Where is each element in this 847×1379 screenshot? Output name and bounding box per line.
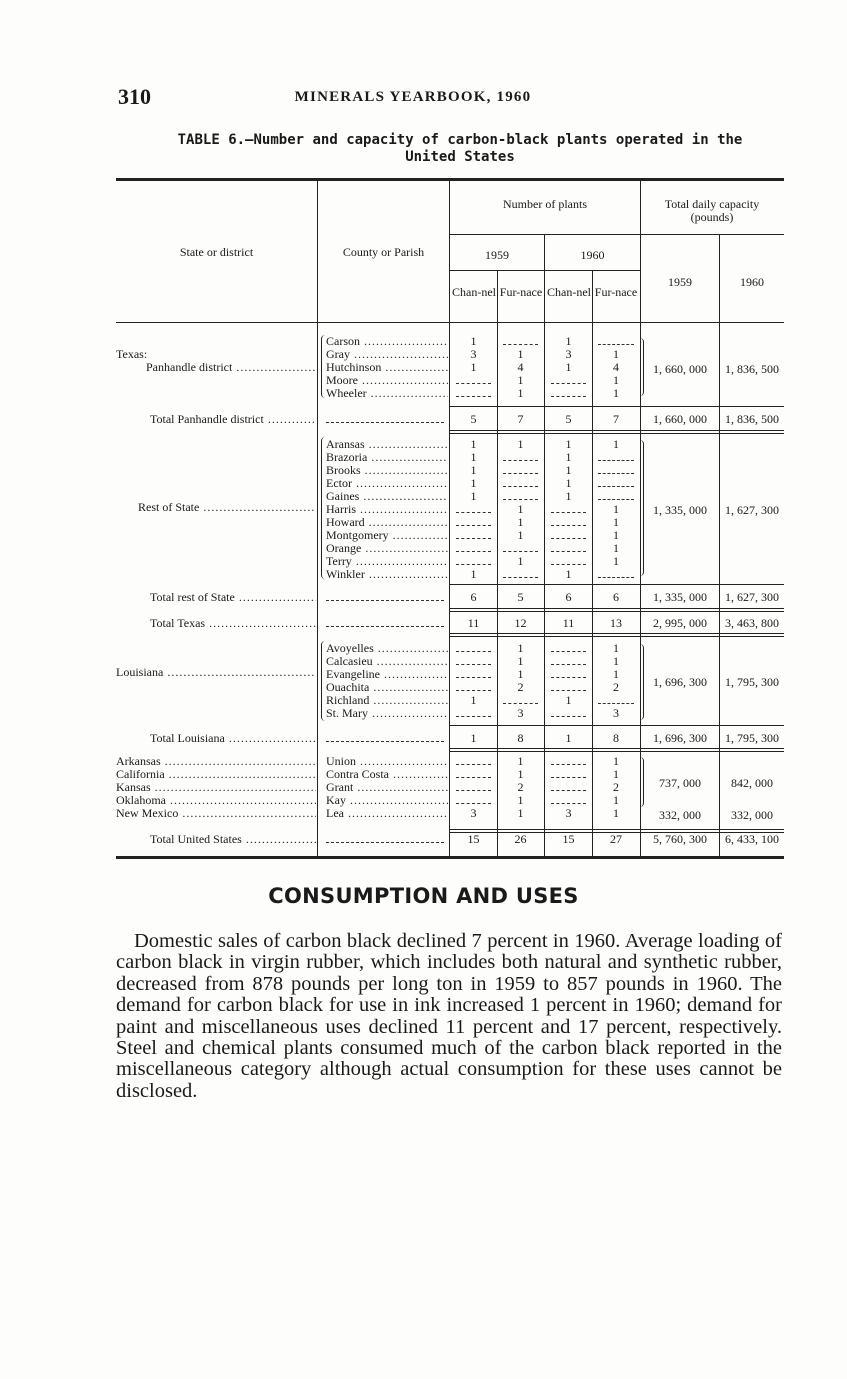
texas-label: Texas: [116, 347, 148, 361]
empty-cell-dash [503, 460, 538, 461]
total-texas-county-blank [326, 626, 444, 627]
empty-cell-dash [551, 551, 586, 552]
empty-cell-dash [503, 551, 538, 552]
plant-count: 3 [470, 806, 477, 820]
state-name: New Mexico ..... [116, 807, 316, 820]
county-name: Howard ..... [326, 516, 448, 529]
total-rest-of-state-county-blank [326, 600, 444, 601]
plant-count: 1 [517, 386, 524, 400]
header-capacity-1960: 1960 [740, 275, 764, 289]
divider [450, 611, 784, 612]
empty-cell-dash [456, 551, 491, 552]
empty-cell-dash [456, 525, 491, 526]
total-united-states-value: 6, 433, 100 [725, 832, 779, 846]
total-panhandle-label: Total Panhandle district ..... [150, 413, 316, 426]
louisiana-label: Louisiana ..... [116, 666, 316, 679]
total-texas-label: Total Texas ..... [150, 617, 316, 630]
total-texas-value: 11 [467, 616, 480, 630]
empty-cell-dash [456, 716, 491, 717]
plant-count: 1 [565, 334, 572, 348]
plant-count: 1 [565, 450, 572, 464]
empty-cell-dash [598, 473, 634, 474]
col-rule-1959 [544, 234, 545, 856]
louisiana-capacity-1959: 1, 696, 300 [653, 675, 707, 689]
county-name: Richland ..... [326, 694, 448, 707]
empty-cell-dash [551, 651, 586, 652]
header-bottom-rule [116, 322, 784, 323]
empty-cell-dash [551, 525, 586, 526]
body-paragraph: Domestic sales of carbon black declined 7 percent in 1960. Average loading of carbon black in virgin rubber, which includes both natural and synthetic rubber, decreased from 878 pounds per long ton in 1959 to 857 pounds in 1960. The demand for carbon black for use in ink increased 1 percent in 1960; demand for paint and miscellaneous uses declined 11 percent and 17 percent, respectively. Steel and chemical plants consumed much of the carbon black reported in the miscellaneous category although actual consumption for these uses cannot be disclosed. [116, 930, 782, 1102]
plant-count: 3 [565, 347, 572, 361]
plant-count: 1 [470, 463, 477, 477]
plant-count: 1 [613, 502, 619, 516]
empty-cell-dash [551, 677, 586, 678]
header-furnace-1960: Fur-nace [594, 285, 638, 299]
total-rest-of-state-value: 1, 335, 000 [653, 590, 707, 604]
total-panhandle-value: 7 [517, 412, 524, 426]
plant-count: 1 [565, 437, 572, 451]
plant-count: 1 [517, 767, 524, 781]
empty-cell-dash [598, 703, 634, 704]
empty-cell-dash [551, 716, 586, 717]
running-title: MINERALS YEARBOOK, 1960 [294, 89, 532, 105]
total-louisiana-value: 8 [517, 731, 524, 745]
plant-count: 1 [565, 489, 572, 503]
empty-cell-dash [456, 690, 491, 691]
empty-cell-dash [503, 344, 538, 345]
total-texas-value: 3, 463, 800 [725, 616, 779, 630]
plant-count: 1 [613, 386, 619, 400]
empty-cell-dash [503, 473, 538, 474]
header-plants-1960: 1960 [580, 248, 605, 262]
total-united-states-value: 15 [467, 832, 480, 846]
county-name: Kay ..... [326, 794, 448, 807]
total-louisiana-value: 8 [613, 731, 619, 745]
empty-cell-dash [598, 460, 634, 461]
county-name: Grant ..... [326, 781, 448, 794]
total-texas-value: 13 [610, 616, 622, 630]
rest-capacity-1959: 1, 335, 000 [653, 503, 707, 517]
county-name: Montgomery ..... [326, 529, 448, 542]
state-name: California ..... [116, 768, 316, 781]
total-louisiana-value: 1, 795, 300 [725, 731, 779, 745]
plant-count: 1 [470, 693, 477, 707]
plant-count: 1 [613, 641, 619, 655]
plant-count: 1 [517, 667, 524, 681]
page-header [118, 84, 778, 112]
table-caption: TABLE 6.—Number and capacity of carbon-black plants operated in the United States [177, 132, 743, 165]
county-name: Harris ..... [326, 503, 448, 516]
empty-cell-dash [503, 499, 538, 500]
total-texas-value: 12 [514, 616, 527, 630]
others-capacity-1960: 842, 000 [731, 776, 773, 790]
plant-count: 1 [613, 667, 619, 681]
plant-count: 1 [565, 463, 572, 477]
header-total-daily-capacity: Total daily capacity (pounds) [664, 197, 760, 224]
others-capacity-1959: 737, 000 [659, 776, 701, 790]
empty-cell-dash [551, 564, 586, 565]
divider [450, 608, 784, 609]
county-name: Avoyelles ..... [326, 642, 448, 655]
plant-count: 3 [613, 706, 619, 720]
state-name: Oklahoma ..... [116, 794, 316, 807]
col-rule-county [449, 181, 450, 856]
panhandle-capacity-1959: 1, 660, 000 [653, 362, 707, 376]
plant-count: 1 [565, 693, 572, 707]
county-name: Ector ..... [326, 477, 448, 490]
section-heading: CONSUMPTION AND USES [268, 884, 579, 908]
panhandle-capacity-1960: 1, 836, 500 [725, 362, 779, 376]
table-bottom-rule [116, 856, 784, 859]
plant-count: 1 [613, 528, 619, 542]
total-louisiana-value: 1, 696, 300 [653, 731, 707, 745]
plant-count: 1 [613, 754, 619, 768]
plant-count: 3 [470, 347, 477, 361]
header-furnace-1959: Fur-nace [499, 285, 543, 299]
plant-count: 1 [470, 334, 477, 348]
empty-cell-dash [456, 512, 491, 513]
total-rest-of-state-value: 1, 627, 300 [725, 590, 779, 604]
plant-count: 1 [613, 437, 619, 451]
plant-count: 1 [517, 654, 524, 668]
plant-count: 4 [613, 360, 619, 374]
state-name: Arkansas ..... [116, 755, 316, 768]
county-name: Aransas ..... [326, 438, 448, 451]
total-texas-value: 11 [562, 616, 575, 630]
plant-count: 1 [613, 793, 619, 807]
total-panhandle-value: 7 [613, 412, 619, 426]
plant-count: 4 [517, 360, 524, 374]
rest-of-state-label: Rest of State ..... [138, 501, 316, 514]
header-capacity-1959: 1959 [668, 275, 692, 289]
empty-cell-dash [598, 486, 634, 487]
county-name: Winkler ..... [326, 568, 448, 581]
total-united-states-value: 27 [610, 832, 622, 846]
total-united-states-value: 5, 760, 300 [653, 832, 707, 846]
plant-count: 1 [517, 373, 524, 387]
empty-cell-dash [456, 803, 491, 804]
plant-count: 2 [517, 780, 524, 794]
plant-count: 1 [517, 641, 524, 655]
empty-cell-dash [456, 564, 491, 565]
header-county: County or Parish [342, 245, 425, 259]
plant-count: 1 [470, 489, 477, 503]
county-name: Evangeline ..... [326, 668, 448, 681]
header-rule-years [450, 234, 784, 235]
total-louisiana-label: Total Louisiana ..... [150, 732, 316, 745]
empty-cell-dash [551, 764, 586, 765]
table-top-rule [116, 178, 784, 181]
empty-cell-dash [456, 677, 491, 678]
county-name: Lea ..... [326, 807, 448, 820]
total-united-states-county-blank [326, 842, 444, 843]
plant-count: 1 [565, 476, 572, 490]
county-name: Terry ..... [326, 555, 448, 568]
plant-count: 1 [517, 806, 524, 820]
total-panhandle-county-blank [326, 422, 444, 423]
empty-cell-dash [503, 703, 538, 704]
plant-count: 1 [565, 360, 572, 374]
divider [450, 636, 784, 637]
plant-count: 1 [613, 767, 619, 781]
county-name: Ouachita ..... [326, 681, 448, 694]
plant-count: 1 [517, 437, 524, 451]
county-name: Wheeler ..... [326, 387, 448, 400]
plant-count: 1 [613, 515, 619, 529]
header-channel-1960: Chan-nel [547, 285, 591, 299]
plant-count: 2 [517, 680, 524, 694]
total-rest-of-state-value: 6 [565, 590, 572, 604]
empty-cell-dash [598, 577, 634, 578]
county-name: Brooks ..... [326, 464, 448, 477]
col-rule-capacity [719, 234, 720, 856]
county-name: Contra Costa ..... [326, 768, 448, 781]
rest-capacity-1960: 1, 627, 300 [725, 503, 779, 517]
plant-count: 1 [613, 541, 619, 555]
county-name: Hutchinson ..... [326, 361, 448, 374]
panhandle-label: Panhandle district ..... [146, 361, 316, 374]
plant-count: 1 [517, 528, 524, 542]
empty-cell-dash [551, 512, 586, 513]
divider [450, 406, 784, 407]
new-mexico-capacity-1960: 332, 000 [731, 808, 773, 822]
plant-count: 1 [517, 754, 524, 768]
empty-cell-dash [598, 344, 634, 345]
total-rest-of-state-value: 5 [517, 590, 524, 604]
empty-cell-dash [456, 664, 491, 665]
divider [450, 829, 784, 830]
plant-count: 1 [613, 554, 619, 568]
total-rest-of-state-value: 6 [470, 590, 477, 604]
county-name: Moore ..... [326, 374, 448, 387]
plant-count: 1 [613, 347, 619, 361]
total-panhandle-value: 5 [470, 412, 477, 426]
plant-count: 1 [470, 476, 477, 490]
total-louisiana-county-blank [326, 741, 444, 742]
plant-count: 2 [613, 680, 619, 694]
county-name: Gray ..... [326, 348, 448, 361]
empty-cell-dash [456, 538, 491, 539]
divider [450, 633, 784, 634]
divider [450, 430, 784, 431]
divider [450, 433, 784, 434]
empty-cell-dash [551, 790, 586, 791]
empty-cell-dash [456, 383, 491, 384]
plant-count: 1 [565, 567, 572, 581]
divider [450, 725, 784, 726]
louisiana-capacity-1960: 1, 795, 300 [725, 675, 779, 689]
plant-count: 1 [517, 793, 524, 807]
header-number-of-plants: Number of plants [503, 197, 587, 211]
plant-count: 3 [517, 706, 524, 720]
page-number: 310 [118, 84, 151, 109]
plant-count: 1 [470, 360, 477, 374]
plant-count: 1 [613, 373, 619, 387]
empty-cell-dash [551, 664, 586, 665]
plant-count: 1 [470, 437, 477, 451]
header-plants-1959: 1959 [485, 248, 509, 262]
county-name: Gaines ..... [326, 490, 448, 503]
header-channel-1959: Chan-nel [452, 285, 496, 299]
plant-count: 1 [470, 567, 477, 581]
county-name: Calcasieu ..... [326, 655, 448, 668]
header-state: State or district [179, 245, 254, 259]
empty-cell-dash [456, 790, 491, 791]
plant-count: 1 [517, 515, 524, 529]
empty-cell-dash [598, 499, 634, 500]
plant-count: 1 [613, 806, 619, 820]
header-rule-types [450, 270, 640, 271]
new-mexico-capacity-1959: 332, 000 [659, 808, 701, 822]
divider [450, 584, 784, 585]
empty-cell-dash [551, 803, 586, 804]
total-rest-of-state-label: Total rest of State ..... [150, 591, 316, 604]
total-rest-of-state-value: 6 [613, 590, 619, 604]
empty-cell-dash [551, 777, 586, 778]
empty-cell-dash [456, 651, 491, 652]
empty-cell-dash [551, 383, 586, 384]
plant-count: 1 [517, 502, 524, 516]
empty-cell-dash [503, 577, 538, 578]
total-panhandle-value: 5 [565, 412, 572, 426]
plant-count: 1 [613, 654, 619, 668]
empty-cell-dash [456, 764, 491, 765]
county-name: Orange ..... [326, 542, 448, 555]
total-panhandle-value: 1, 836, 500 [725, 412, 779, 426]
divider [450, 748, 784, 749]
plant-count: 2 [613, 780, 619, 794]
state-name: Kansas ..... [116, 781, 316, 794]
plant-count: 1 [517, 554, 524, 568]
total-united-states-value: 15 [562, 832, 575, 846]
total-united-states-value: 26 [514, 832, 527, 846]
plant-count: 3 [565, 806, 572, 820]
total-texas-value: 2, 995, 000 [653, 616, 707, 630]
total-louisiana-value: 1 [565, 731, 572, 745]
plant-count: 1 [517, 347, 524, 361]
empty-cell-dash [503, 486, 538, 487]
empty-cell-dash [551, 396, 586, 397]
col-rule-state [317, 181, 318, 856]
county-name: Brazoria ..... [326, 451, 448, 464]
divider [450, 751, 784, 752]
carbon-black-plants-table [116, 178, 784, 861]
total-united-states-label: Total United States ..... [150, 833, 316, 846]
county-name: Union ..... [326, 755, 448, 768]
plant-count: 1 [470, 450, 477, 464]
empty-cell-dash [456, 777, 491, 778]
empty-cell-dash [551, 690, 586, 691]
county-name: St. Mary ..... [326, 707, 448, 720]
total-louisiana-value: 1 [470, 731, 477, 745]
total-panhandle-value: 1, 660, 000 [653, 412, 707, 426]
empty-cell-dash [551, 538, 586, 539]
county-name: Carson ..... [326, 335, 448, 348]
empty-cell-dash [456, 396, 491, 397]
